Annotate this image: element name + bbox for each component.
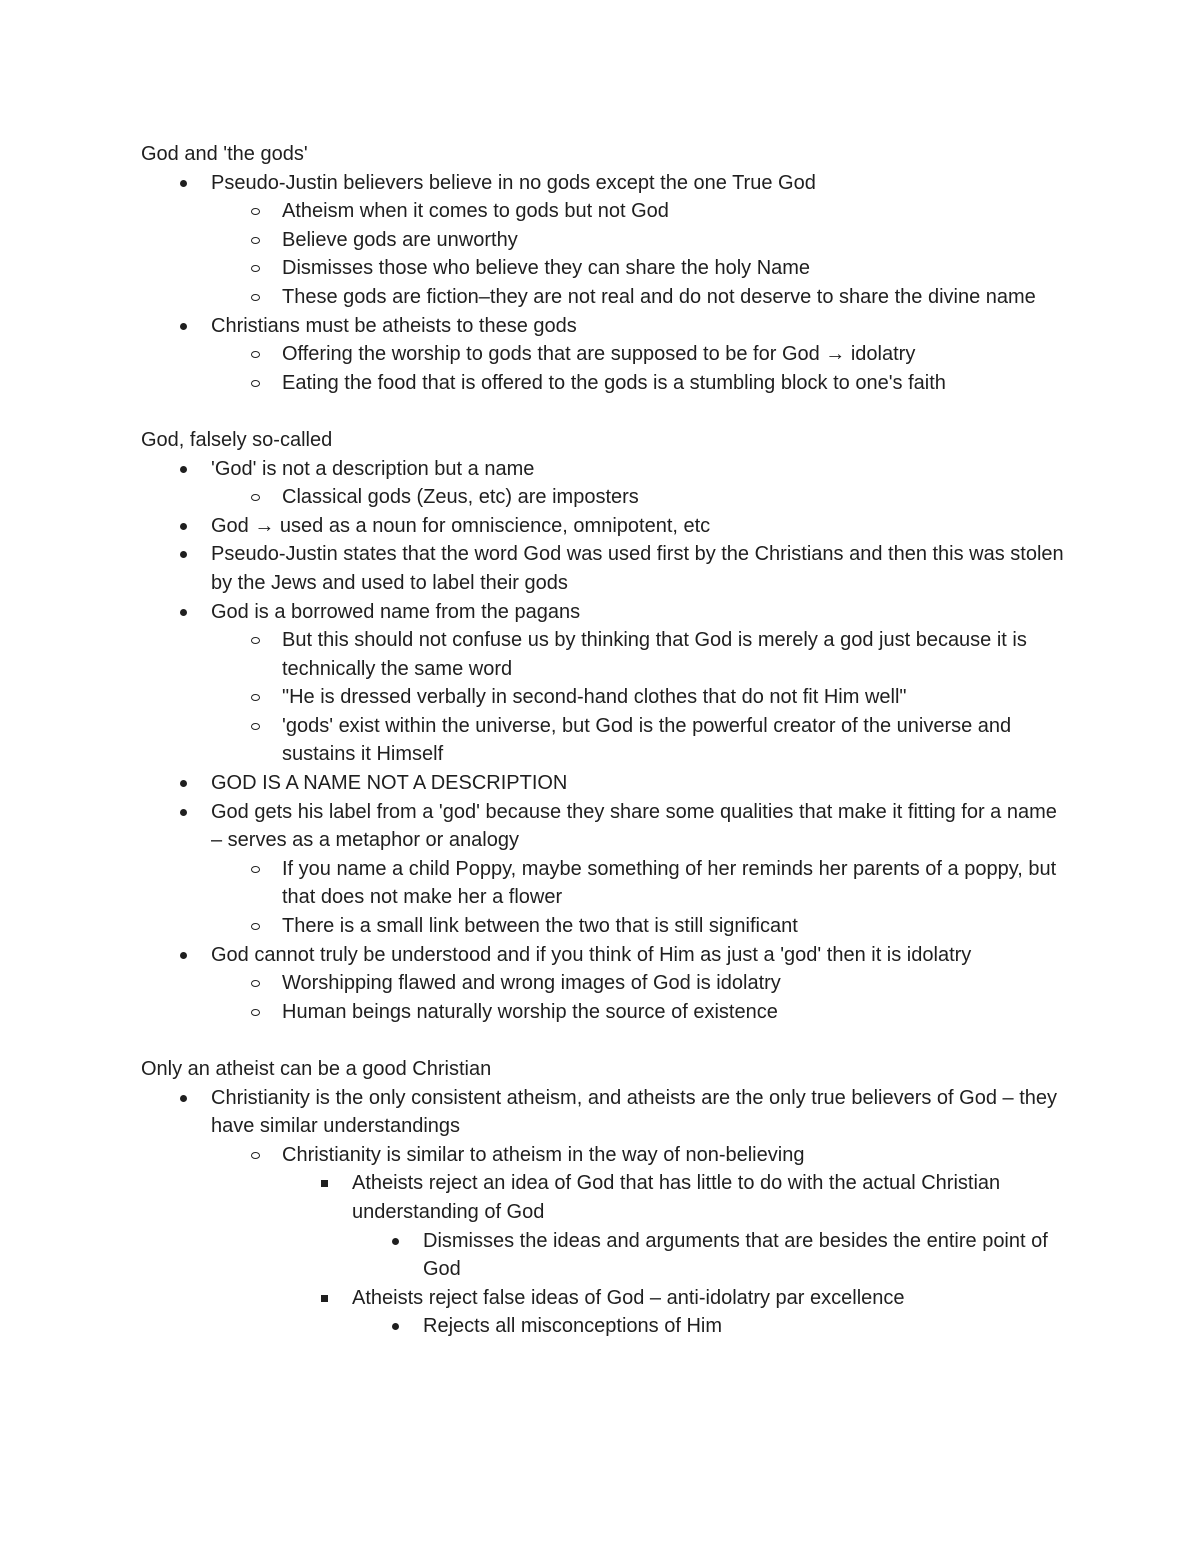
- list-item-text: Atheists reject an idea of God that has little to do with the actual Christian understanding of God: [352, 1172, 1001, 1223]
- list-item: [141, 941, 1071, 970]
- notes-section: [141, 140, 1071, 397]
- list-item: [141, 340, 1071, 369]
- list-item-text: These gods are fiction–they are not real and do not deserve to share the divine name: [282, 285, 1036, 308]
- list-item-text: God → used as a noun for omniscience, omnipotent, etc: [211, 514, 711, 537]
- list-item: [141, 598, 1071, 627]
- bullet-disc-icon: [180, 323, 187, 330]
- list-item-text: Christianity is similar to atheism in the way of non-believing: [282, 1143, 805, 1166]
- list-item: [141, 369, 1071, 398]
- bullet-square-icon: [321, 1180, 328, 1187]
- list-item-text: God gets his label from a 'god' because they share some qualities that make it fitting for a name – serves as a metaphor or analogy: [211, 800, 1057, 852]
- bullet-disc-icon: [180, 551, 187, 558]
- list-item: [141, 998, 1071, 1027]
- bullet-disc-icon: [180, 523, 187, 530]
- bullet-disc-icon: [180, 1095, 187, 1102]
- list-item-text: Pseudo-Justin believers believe in no gods except the one True God: [211, 171, 816, 194]
- list-item: [141, 855, 1071, 912]
- bullet-disc-icon: [180, 609, 187, 616]
- list-item-text: GOD IS A NAME NOT A DESCRIPTION: [211, 772, 568, 795]
- list-item: [141, 540, 1071, 597]
- list-item: [141, 226, 1071, 255]
- list-item: [141, 254, 1071, 283]
- list-item: [141, 1169, 1071, 1226]
- list-item-text: 'gods' exist within the universe, but God is the powerful creator of the universe and sustains it Himself: [282, 714, 1012, 766]
- bullet-disc-icon: [180, 809, 187, 816]
- list-item-text: God is a borrowed name from the pagans: [211, 600, 581, 623]
- bullet-circle-icon: [251, 980, 260, 987]
- list-item-text: "He is dressed verbally in second-hand clothes that do not fit Him well": [282, 686, 907, 709]
- list-item: [141, 798, 1071, 855]
- list-item: [141, 1227, 1071, 1284]
- bullet-circle-icon: [251, 1152, 260, 1159]
- bullet-disc-icon: [180, 466, 187, 473]
- list-item-text: Christians must be atheists to these gods: [211, 314, 577, 337]
- bullet-circle-icon: [251, 380, 260, 387]
- list-item-text: Dismisses the ideas and arguments that are besides the entire point of God: [423, 1229, 1048, 1281]
- list-item-text: Pseudo-Justin states that the word God was used first by the Christians and then this was stolen by the Jews and used to label their gods: [211, 543, 1064, 594]
- bullet-circle-icon: [251, 1009, 260, 1016]
- list-item-text: Dismisses those who believe they can share the holy Name: [282, 257, 811, 280]
- list-item-text: 'God' is not a description but a name: [211, 457, 535, 480]
- bullet-circle-icon: [251, 351, 260, 358]
- bullet-circle-icon: [251, 265, 260, 272]
- bullet-disc-icon: [392, 1323, 399, 1330]
- list-item: [141, 626, 1071, 683]
- list-item: [141, 1284, 1071, 1313]
- list-item: [141, 512, 1071, 541]
- bullet-circle-icon: [251, 637, 260, 644]
- list-item: [141, 1312, 1071, 1341]
- section-heading: God and 'the gods': [141, 143, 308, 165]
- bullet-disc-icon: [180, 952, 187, 959]
- list-item-text: Believe gods are unworthy: [282, 228, 518, 251]
- bullet-disc-icon: [180, 780, 187, 787]
- notes-section: [141, 426, 1071, 1026]
- bullet-disc-icon: [180, 180, 187, 187]
- bullet-circle-icon: [251, 294, 260, 301]
- list-item: [141, 969, 1071, 998]
- list-item-text: There is a small link between the two that is still significant: [282, 915, 798, 938]
- document-body: [141, 140, 1071, 1370]
- notes-section: [141, 1055, 1071, 1341]
- bullet-square-icon: [321, 1295, 328, 1302]
- section-heading: God, falsely so-called: [141, 428, 333, 451]
- list-item-text: Offering the worship to gods that are supposed to be for God → idolatry: [282, 343, 916, 366]
- bullet-circle-icon: [251, 237, 260, 244]
- list-item: [141, 683, 1071, 712]
- list-item-text: Atheists reject false ideas of God – anti-idolatry par excellence: [352, 1286, 905, 1309]
- list-item: [141, 712, 1071, 769]
- list-item-text: Eating the food that is offered to the gods is a stumbling block to one's faith: [282, 371, 946, 394]
- list-item: [141, 1141, 1071, 1170]
- list-item-text: If you name a child Poppy, maybe something of her reminds her parents of a poppy, but that does not make her a flower: [282, 857, 1057, 909]
- list-item: [141, 169, 1071, 198]
- list-item-text: Human beings naturally worship the source of existence: [282, 1000, 778, 1023]
- bullet-circle-icon: [251, 208, 260, 215]
- bullet-circle-icon: [251, 494, 260, 501]
- list-item-text: Rejects all misconceptions of Him: [423, 1315, 722, 1338]
- list-item: [141, 483, 1071, 512]
- list-item-text: Atheism when it comes to gods but not God: [282, 200, 669, 223]
- bullet-circle-icon: [251, 866, 260, 873]
- bullet-circle-icon: [251, 723, 260, 730]
- bullet-disc-icon: [392, 1238, 399, 1245]
- list-item-text: Christianity is the only consistent atheism, and atheists are the only true believers of God – they have similar understandings: [211, 1086, 1057, 1138]
- bullet-circle-icon: [251, 923, 260, 930]
- list-item: [141, 769, 1071, 798]
- list-item-text: Classical gods (Zeus, etc) are imposters: [282, 486, 639, 509]
- list-item: [141, 312, 1071, 341]
- list-item: [141, 455, 1071, 484]
- list-item: [141, 283, 1071, 312]
- list-item-text: Worshipping flawed and wrong images of God is idolatry: [282, 972, 781, 995]
- list-item-text: But this should not confuse us by thinking that God is merely a god just because it is technically the same word: [282, 629, 1027, 680]
- list-item: [141, 1084, 1071, 1141]
- list-item-text: God cannot truly be understood and if you think of Him as just a 'god' then it is idolatry: [211, 943, 972, 966]
- section-heading: Only an atheist can be a good Christian: [141, 1058, 492, 1080]
- bullet-circle-icon: [251, 694, 260, 701]
- list-item: [141, 197, 1071, 226]
- list-item: [141, 912, 1071, 941]
